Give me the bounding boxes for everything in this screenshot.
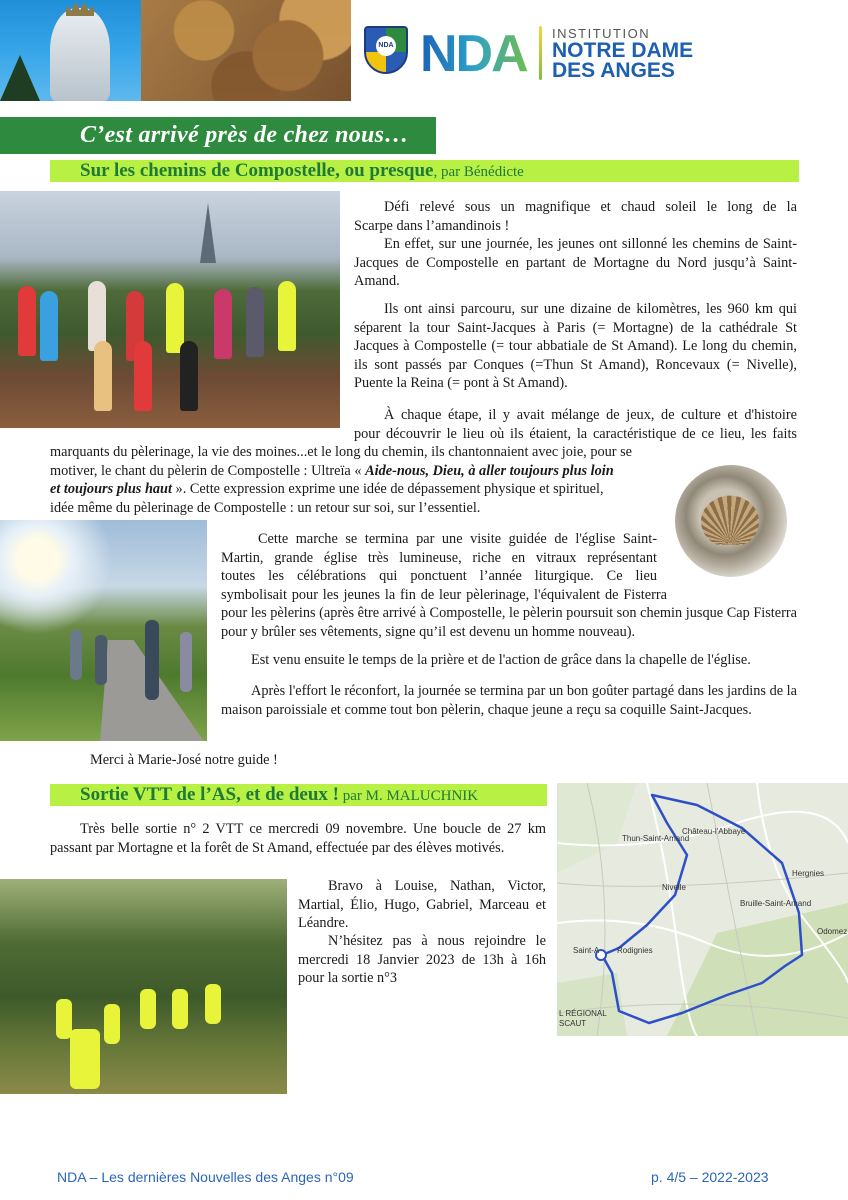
map-label-scaut: SCAUT bbox=[559, 1019, 587, 1028]
header-statue-photo bbox=[0, 0, 351, 101]
article1-p2: En effet, sur une journée, les jeunes ont sillonné les chemins de Saint-Jacques de Compostelle en partant de Mortagne du Nord jusqu’à Saint-Amand. bbox=[354, 236, 797, 289]
institution-name-line1: NOTRE DAME bbox=[552, 39, 694, 62]
article1-p5-line1: Cette marche se termina par une visite guidée de l'église Saint- bbox=[258, 531, 657, 547]
walking-path-photo bbox=[0, 520, 207, 741]
map-label-odomez: Odomez bbox=[817, 927, 848, 936]
article1-p4-line2: pour découvrir le lieu où ils étaient, la caractéristique de ce lieu, les faits bbox=[354, 425, 797, 442]
article1-p5-line3: toutes les célébrations qui ponctuent l’année liturgique. Ce lieu bbox=[221, 568, 657, 584]
article1-byline: , par Bénédicte bbox=[433, 164, 524, 180]
article1-p4-line4-text: motiver, le chant du pèlerin de Compostelle : Ultreïa « bbox=[50, 462, 366, 479]
route-map bbox=[557, 783, 848, 1036]
route-map-svg bbox=[557, 783, 848, 1036]
article2-p2: Bravo à Louise, Nathan, Victor, Martial, Élio, Hugo, Gabriel, Marceau et Léandre. bbox=[298, 878, 546, 931]
map-label-regional: L RÉGIONAL bbox=[559, 1009, 607, 1018]
article2-heading bbox=[80, 784, 478, 807]
logo-separator bbox=[539, 26, 542, 80]
article1-p4-line6: idée même du pèlerinage de Compostelle : un retour sur soi, sur l’essentiel. bbox=[50, 499, 481, 516]
institution-name-line2: DES ANGES bbox=[552, 59, 675, 82]
article1-p5-line2: Martin, grande église très lumineuse, riche en vitraux représentant bbox=[221, 549, 657, 566]
article1-p5-line4: symbolisait pour les jeunes la fin de leur pèlerinage, l'équivalent de Fisterra bbox=[221, 586, 667, 603]
banner-title: C’est arrivé près de chez nous… bbox=[80, 122, 409, 148]
article2-title: Sortie VTT de l’AS, et de deux ! bbox=[80, 784, 339, 805]
article1-p4-line5 bbox=[50, 480, 604, 499]
article1-p1-line1: Défi relevé sous un magnifique et chaud soleil le long de la bbox=[384, 199, 797, 215]
article1-p4-line1: À chaque étape, il y avait mélange de jeux, de culture et d'histoire bbox=[384, 407, 797, 423]
article1-p5-line5: pour les pèlerins (après être arrivé à Compostelle, le pèlerin poursuit son chemin jusque Cap Fisterra pour y brûler ses vêtements, signe qu’il est devenu un homme nouveau). bbox=[221, 605, 797, 640]
footer-newsletter-title: NDA – Les dernières Nouvelles des Anges n°09 bbox=[57, 1169, 354, 1185]
article2-p1: Très belle sortie n° 2 VTT ce mercredi 09 novembre. Une boucle de 27 km passant par Mortagne et la forêt de St Amand, effectuée par des élèves motivés. bbox=[50, 821, 546, 856]
article1-thanks: Merci à Marie-José notre guide ! bbox=[90, 752, 278, 768]
map-label-nivelle: Nivelle bbox=[662, 883, 687, 892]
map-label-hergnies: Hergnies bbox=[792, 869, 825, 878]
article1-quote-part2: et toujours plus haut bbox=[50, 481, 172, 497]
article1-heading bbox=[80, 160, 524, 183]
scallop-shell-icon bbox=[701, 493, 759, 545]
article1-p4-line3: marquants du pèlerinage, la vie des moines...et le long du chemin, ils chantonnaient avec joie, pour se bbox=[50, 444, 633, 460]
article1-p7: Après l'effort le réconfort, la journée se termina par un bon goûter partagé dans les jardins de la maison paroissiale et comme tout bon pèlerin, chaque jeune a reçu sa coquille Saint-Jacques. bbox=[221, 683, 797, 718]
crest-badge: NDA bbox=[376, 36, 396, 56]
map-label-bruille: Bruille-Saint-Amand bbox=[740, 899, 812, 908]
nda-logo: NDA bbox=[420, 26, 535, 82]
article1-p6: Est venu ensuite le temps de la prière et de l'action de grâce dans la chapelle de l'église. bbox=[251, 652, 751, 668]
group-photo-pilgrims bbox=[0, 191, 340, 428]
map-label-thun: Thun-Saint-Amand bbox=[622, 834, 690, 843]
article1-p4-line4 bbox=[50, 462, 614, 481]
article1-quote-part1: Aide-nous, Dieu, à aller toujours plus loin bbox=[365, 462, 614, 479]
footer-page-number: p. 4/5 – 2022-2023 bbox=[651, 1169, 769, 1185]
tree-silhouette bbox=[0, 55, 40, 101]
article1-p1-line2: Scarpe dans l’amandinois ! bbox=[354, 217, 510, 234]
coat-of-arms-icon bbox=[364, 26, 408, 74]
mountain-bike-photo bbox=[0, 879, 287, 1094]
article1-p3: Ils ont ainsi parcouru, sur une dizaine de kilomètres, les 960 km qui séparent la tour Saint-Jacques à Paris (= Mortagne) de la cathédrale St Jacques à Compostelle (= tour abbatiale de St Amand). Le long du chemin, ils sont passés par Conques (=Thun St Amand), Roncevaux (= Nivelle), Puente la Reina (= pont à St Amand). bbox=[354, 301, 797, 391]
article1-p4-line5-text: ». Cette expression exprime une idée de dépassement physique et spirituel, bbox=[171, 481, 604, 497]
article2-byline: par M. MALUCHNIK bbox=[338, 788, 479, 804]
map-label-saint-amand: Saint-A bbox=[573, 946, 600, 955]
map-label-rodignies: Rodignies bbox=[617, 946, 653, 955]
institution-label: INSTITUTION bbox=[552, 26, 651, 41]
article2-p3: N’hésitez pas à nous rejoindre le mercredi 18 Janvier 2023 de 13h à 16h pour la sortie n°3 bbox=[298, 933, 546, 986]
virgin-statue bbox=[50, 8, 110, 101]
autumn-foliage bbox=[141, 0, 351, 101]
map-label-chateau: Château-l'Abbaye bbox=[682, 827, 746, 836]
church-spire bbox=[200, 203, 216, 263]
article1-title: Sur les chemins de Compostelle, ou presque bbox=[80, 160, 434, 181]
scallop-shell-photo bbox=[675, 465, 787, 577]
